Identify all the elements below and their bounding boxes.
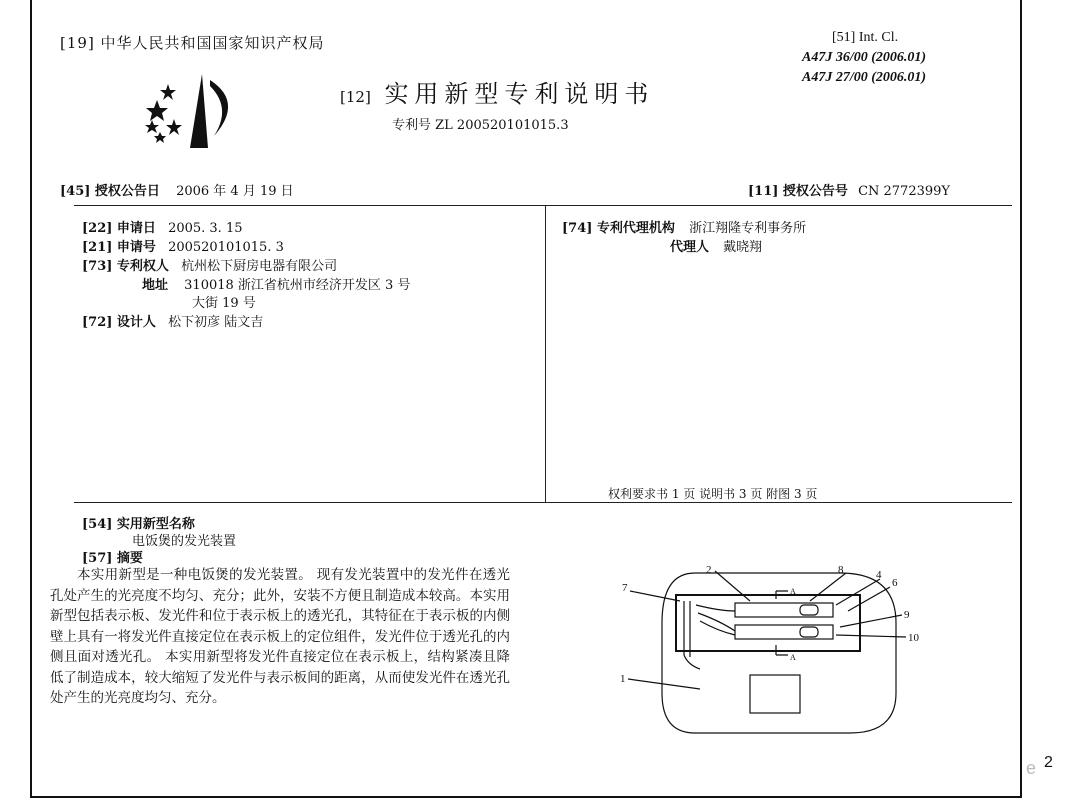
fig-label-6: 6 [892, 577, 898, 589]
page-counts: 权利要求书 1 页 说明书 3 页 附图 3 页 [608, 487, 818, 501]
ipc-label: [51] Int. Cl. [832, 30, 899, 45]
section-letter-upper: A [790, 587, 796, 596]
title-label: [54] 实用新型名称 [82, 517, 195, 532]
agency-row [562, 217, 806, 236]
fig-label-7: 7 [622, 582, 628, 594]
designer-label: [72] 设计人 [82, 315, 156, 330]
document-type [340, 74, 654, 109]
led-upper [800, 605, 818, 615]
app-no-row [82, 236, 284, 255]
designer-row [82, 311, 263, 330]
app-no: 200520101015. 3 [168, 240, 284, 255]
fig-label-9: 9 [904, 609, 910, 621]
fig-label-8: 8 [838, 565, 844, 576]
pub-date: 2006 年 4 月 19 日 [176, 184, 294, 199]
document-type-title: 实用新型专利说明书 [384, 80, 655, 108]
address-line-2: 大街 19 号 [192, 296, 256, 311]
filing-date-row [82, 217, 243, 236]
address-label: 地址 [142, 278, 169, 293]
pub-no-row [748, 180, 950, 199]
address-row [142, 274, 410, 293]
fig-label-1: 1 [620, 673, 626, 685]
device-figure [600, 565, 930, 740]
agent-row [670, 236, 762, 255]
slide-fragment: e [1026, 758, 1037, 778]
divider-top [74, 205, 1012, 206]
fig-label-4: 4 [876, 569, 882, 581]
office-name: [19] 中华人民共和国国家知识产权局 [60, 34, 325, 52]
slide-page-number: 2 [1044, 754, 1053, 771]
designer: 松下初彦 陆文吉 [168, 315, 264, 330]
divider-column [545, 205, 546, 502]
pub-no-label: [11] 授权公告号 [748, 184, 848, 199]
patentee-row [82, 255, 337, 274]
patentee-label: [73] 专利权人 [82, 259, 169, 274]
fig-label-2: 2 [706, 565, 712, 576]
pub-date-label: [45] 授权公告日 [60, 184, 160, 199]
pub-no: CN 2772399Y [858, 184, 950, 199]
filing-date-label: [22] 申请日 [82, 221, 156, 236]
filing-date: 2005. 3. 15 [168, 221, 243, 236]
agent: 戴晓翔 [723, 240, 763, 255]
address-line-1: 310018 浙江省杭州市经济开发区 3 号 [184, 278, 411, 293]
abstract-label: [57] 摘要 [82, 551, 143, 566]
agency: 浙江翔隆专利事务所 [689, 221, 807, 236]
display-window [750, 675, 800, 713]
agent-label: 代理人 [670, 240, 710, 255]
utility-model-title: 电饭煲的发光装置 [132, 534, 237, 549]
divider-bottom [74, 502, 1012, 503]
section-letter-lower: A [790, 653, 796, 662]
wire-bundle [684, 601, 735, 669]
sipo-logo [132, 72, 247, 150]
document-type-code: [12] [340, 88, 371, 106]
patent-number: 专利号 ZL 200520101015.3 [392, 118, 569, 133]
agency-label: [74] 专利代理机构 [562, 221, 675, 236]
ipc-class-2: A47J 27/00 (2006.01) [802, 70, 927, 85]
patentee: 杭州松下厨房电器有限公司 [181, 259, 338, 274]
app-no-label: [21] 申请号 [82, 240, 156, 255]
abstract-text: 本实用新型是一种电饭煲的发光装置。 现有发光装置中的发光件在透光孔处产生的光亮度不均匀、充分；此外，安装不方便且制造成本较高。本实用新型包括表示板、发光件和位于表示板上的透光孔，其特征在于表示板的内侧壁上具有一将发光件直接定位在表示板上的定位组件，发光件位于透光孔的内侧且面对透光孔。 本实用新型将发光件直接定位在表示板上，结构紧凑且降低了制造成本，较大缩短了发光件与表示板间的距离，从而使发光件在透光孔处产生的光亮度均匀、充分。 [50, 567, 510, 706]
led-lower [800, 627, 818, 637]
pub-date-row [60, 180, 294, 199]
fig-label-10: 10 [908, 632, 919, 644]
ipc-class-1: A47J 36/00 (2006.01) [802, 50, 927, 65]
leader-lines [628, 571, 906, 689]
